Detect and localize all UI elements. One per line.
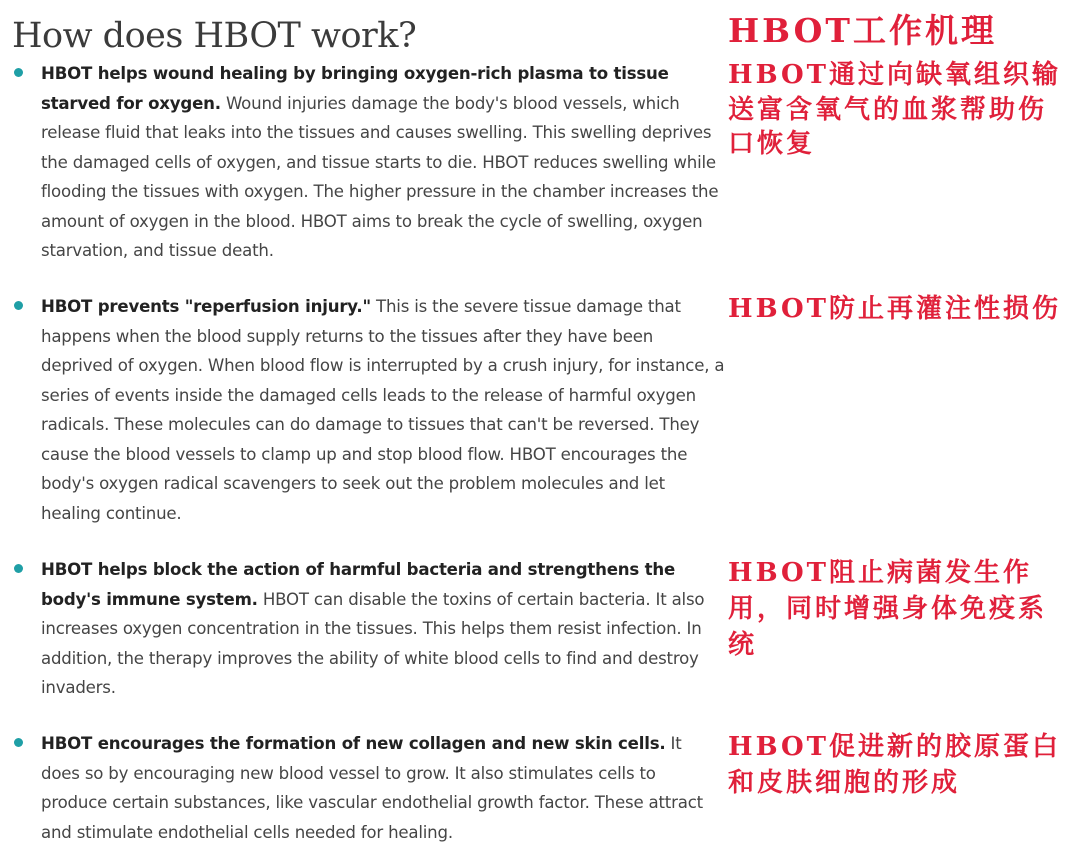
bullet-body: It does so by encouraging new blood vessel to grow. It also stimulates cells to produce certain substances, like vascular endothelial growth factor. These attract and stimulate endothelial cells needed for healing. bbox=[41, 734, 703, 842]
annotation-reperfusion-injury: HBOT防止再灌注性损伤 bbox=[728, 294, 1062, 324]
bullet-dot-icon bbox=[14, 301, 23, 310]
bullet-dot-icon bbox=[14, 564, 23, 573]
bullet-text bbox=[41, 292, 725, 528]
bullet-text bbox=[41, 59, 725, 266]
annotation-block-bacteria: HBOT阻止病菌发生作用，同时增强身体免疫系统 bbox=[728, 558, 1048, 660]
annotation-wound-healing: HBOT通过向缺氧组织输送富含氧气的血浆帮助伤口恢复 bbox=[728, 60, 1062, 159]
bullet-body: Wound injuries damage the body's blood vessels, which release fluid that leaks into the tissues and causes swelling. This swelling deprives the damaged cells of oxygen, and tissue starts to die. HBOT reduces swelling while flooding the tissues with oxygen. The higher pressure in the chamber increases the amount of oxygen in the blood. HBOT aims to break the cycle of swelling, oxygen starvation, and tissue death. bbox=[41, 93, 719, 260]
annotation-collagen-formation: HBOT促进新的胶原蛋白和皮肤细胞的形成 bbox=[728, 732, 1062, 798]
annotation-title: HBOT工作机理 bbox=[728, 11, 997, 50]
bullet-body: This is the severe tissue damage that happens when the blood supply returns to the tissues after they have been deprived of oxygen. When blood flow is interrupted by a crush injury, for instance, a series of events inside the damaged cells leads to the release of harmful oxygen radicals. These molecules can do damage to tissues that can't be reversed. They cause the blood vessels to clamp up and stop blood flow. HBOT encourages the body's oxygen radical scavengers to seek out the problem molecules and let healing continue. bbox=[41, 297, 725, 523]
bullet-lead: HBOT encourages the formation of new collagen and new skin cells. bbox=[41, 734, 666, 753]
bullet-text bbox=[41, 729, 725, 847]
bullet-lead: HBOT helps wound healing by bringing oxygen-rich plasma to tissue starved for oxygen. bbox=[41, 64, 669, 113]
bullet-dot-icon bbox=[14, 738, 23, 747]
bullet-text bbox=[41, 555, 725, 703]
bullet-lead: HBOT helps block the action of harmful bacteria and strengthens the body's immune system. bbox=[41, 560, 676, 609]
page-title: How does HBOT work? bbox=[12, 16, 417, 56]
bullet-lead: HBOT prevents "reperfusion injury." bbox=[41, 297, 371, 316]
bullet-body: HBOT can disable the toxins of certain bacteria. It also increases oxygen concentration in the tissues. This helps them resist infection. In addition, the therapy improves the ability of white blood cells to find and destroy invaders. bbox=[41, 589, 705, 697]
bullet-dot-icon bbox=[14, 68, 23, 77]
